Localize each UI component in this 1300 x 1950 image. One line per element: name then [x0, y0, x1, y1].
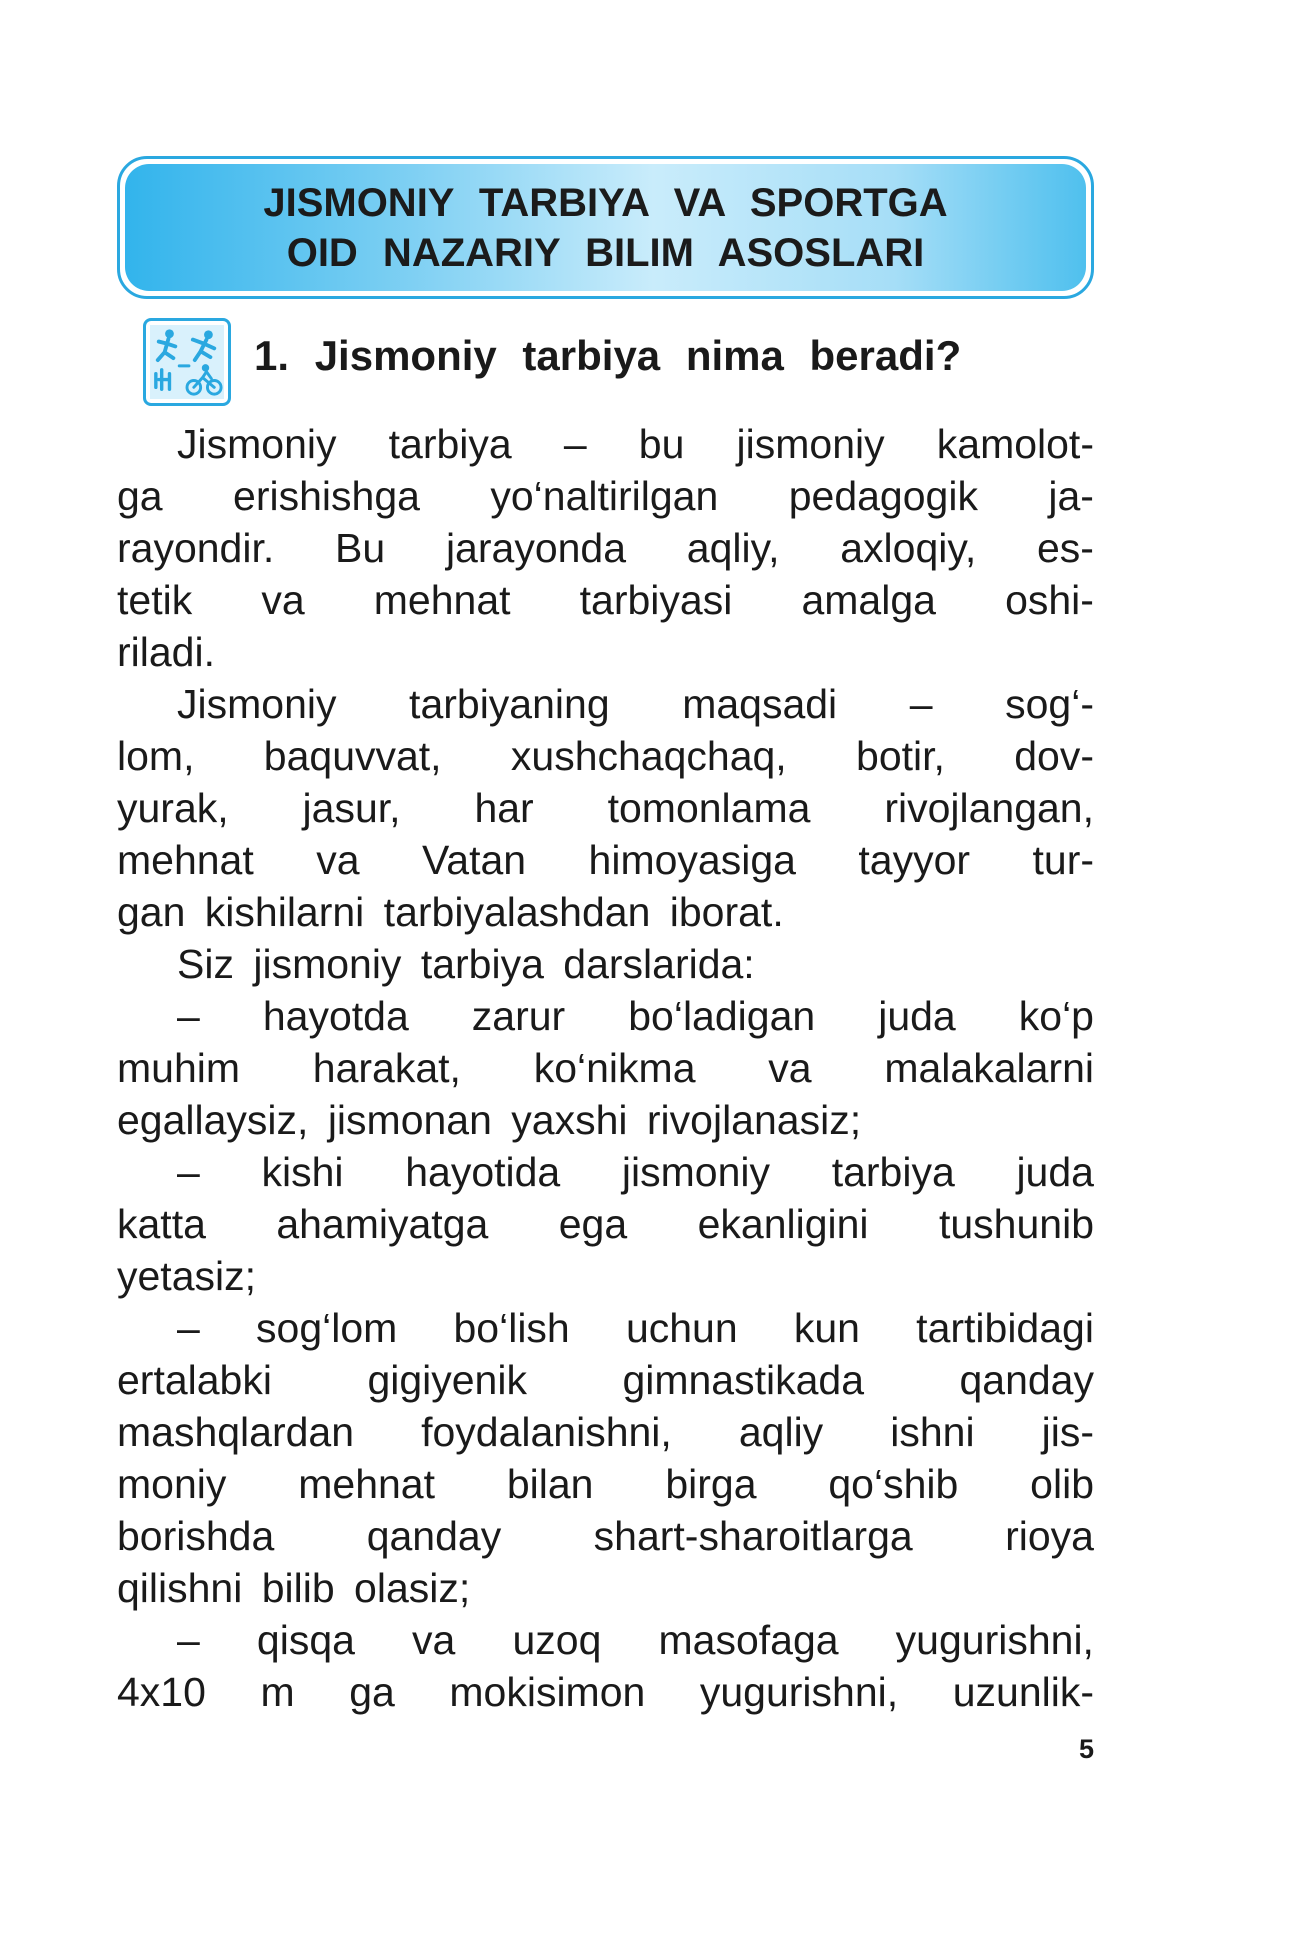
word: ertalabki	[117, 1357, 272, 1403]
word: foydalanishni,	[421, 1409, 672, 1455]
text-line	[117, 574, 1094, 626]
word: lom,	[117, 733, 195, 779]
text-line	[117, 1354, 1094, 1406]
word: qo‘shib	[828, 1461, 959, 1507]
text-line: qilishni bilib olasiz;	[117, 1565, 471, 1611]
word: yo‘naltirilgan	[490, 473, 719, 519]
word: pedagogik	[788, 473, 978, 519]
text-line: gan kishilarni tarbiyalashdan iborat.	[117, 889, 784, 935]
word: –	[563, 421, 587, 467]
word: va	[316, 837, 360, 883]
text-line	[117, 990, 1094, 1042]
word: qanday	[366, 1513, 502, 1559]
word: ekanligini	[697, 1201, 869, 1247]
word: qisqa	[256, 1617, 355, 1663]
word: tushunib	[938, 1201, 1094, 1247]
word: uzunlik-	[952, 1669, 1094, 1715]
word: ga	[349, 1669, 395, 1715]
word: mehnat	[117, 837, 254, 883]
word: jarayonda	[445, 525, 627, 571]
word: Bu	[335, 525, 386, 571]
word: bu	[638, 421, 685, 467]
text-line	[117, 834, 1094, 886]
word: m	[260, 1669, 295, 1715]
text-line	[117, 470, 1094, 522]
word: jis-	[1041, 1409, 1094, 1455]
sports-activities-icon	[143, 318, 231, 406]
word: uchun	[625, 1305, 738, 1351]
chapter-banner-fill	[125, 164, 1086, 291]
word: rioya	[1005, 1513, 1094, 1559]
chapter-title-line-1: JISMONIY TARBIYA VA SPORTGA	[263, 180, 948, 225]
text-line	[117, 1042, 1094, 1094]
chapter-title-line-2: OID NAZARIY BILIM ASOSLARI	[286, 230, 925, 275]
word: mokisimon	[449, 1669, 646, 1715]
word: maqsadi	[682, 681, 838, 727]
word: es-	[1036, 525, 1094, 571]
word: hayotida	[405, 1149, 561, 1195]
word: bo‘ladigan	[628, 993, 816, 1039]
word: –	[177, 993, 200, 1039]
word: –	[177, 1617, 200, 1663]
word: birga	[665, 1461, 757, 1507]
chapter-banner	[117, 156, 1094, 299]
word: jasur,	[302, 785, 401, 831]
text-line	[117, 782, 1094, 834]
text-line	[117, 1614, 1094, 1666]
word: Vatan	[421, 837, 527, 883]
word: shart-sharoitlarga	[593, 1513, 913, 1559]
body-text	[117, 418, 1094, 1718]
text-line	[117, 730, 1094, 782]
word: –	[177, 1305, 200, 1351]
word: oshi-	[1005, 577, 1094, 623]
text-line	[117, 418, 1094, 470]
word: yugurishni,	[895, 1617, 1094, 1663]
word: rayondir.	[117, 525, 275, 571]
text-line	[117, 1510, 1094, 1562]
word: tomonlama	[607, 785, 811, 831]
word: gimnastikada	[622, 1357, 865, 1403]
word: ga	[117, 473, 163, 519]
word: malakalarni	[884, 1045, 1094, 1091]
word: juda	[1016, 1149, 1094, 1195]
word: yurak,	[117, 785, 229, 831]
word: muhim	[117, 1045, 241, 1091]
word: mehnat	[298, 1461, 435, 1507]
word: botir,	[856, 733, 945, 779]
word: aqliy,	[686, 525, 780, 571]
text-line	[117, 1458, 1094, 1510]
word: borishda	[117, 1513, 275, 1559]
word: mashqlardan	[117, 1409, 355, 1455]
word: ko‘p	[1018, 993, 1094, 1039]
word: himoyasiga	[588, 837, 796, 883]
text-line	[117, 678, 1094, 730]
word: tarbiyaning	[409, 681, 610, 727]
word: rivojlangan,	[884, 785, 1094, 831]
word: bilan	[506, 1461, 594, 1507]
word: va	[261, 577, 305, 623]
text-line: riladi.	[117, 629, 215, 675]
word: –	[909, 681, 933, 727]
word: jismoniy	[621, 1149, 771, 1195]
word: ega	[558, 1201, 628, 1247]
word: ja-	[1048, 473, 1094, 519]
word: kishi	[261, 1149, 344, 1195]
word: baquvvat,	[263, 733, 442, 779]
word: axloqiy,	[840, 525, 977, 571]
word: ko‘nikma	[533, 1045, 696, 1091]
word: yugurishni,	[699, 1669, 899, 1715]
text-line: yetasiz;	[117, 1253, 256, 1299]
word: harakat,	[312, 1045, 461, 1091]
word: 4x10	[117, 1669, 206, 1715]
word: amalga	[801, 577, 936, 623]
word: tartibidagi	[916, 1305, 1094, 1351]
word: –	[177, 1149, 200, 1195]
word: jismoniy	[736, 421, 885, 467]
text-line	[117, 522, 1094, 574]
word: katta	[117, 1201, 206, 1247]
word: gigiyenik	[367, 1357, 527, 1403]
text-line	[117, 1302, 1094, 1354]
word: qanday	[959, 1357, 1094, 1403]
word: ahamiyatga	[276, 1201, 489, 1247]
word: tayyor	[858, 837, 971, 883]
word: aqliy	[738, 1409, 824, 1455]
word: tarbiya	[388, 421, 512, 467]
word: erishishga	[233, 473, 420, 519]
text-line	[117, 1146, 1094, 1198]
text-line	[117, 1198, 1094, 1250]
word: uzoq	[512, 1617, 602, 1663]
word: juda	[878, 993, 956, 1039]
word: bo‘lish	[453, 1305, 570, 1351]
word: Jismoniy	[177, 421, 337, 467]
word: kamolot-	[936, 421, 1094, 467]
text-line: egallaysiz, jismonan yaxshi rivojlanasiz;	[117, 1097, 862, 1143]
word: tarbiyasi	[579, 577, 733, 623]
word: zarur	[471, 993, 566, 1039]
word: va	[412, 1617, 456, 1663]
word: dov-	[1014, 733, 1094, 779]
word: kun	[793, 1305, 860, 1351]
word: sog‘lom	[256, 1305, 398, 1351]
word: tur-	[1032, 837, 1094, 883]
word: har	[474, 785, 534, 831]
section-title: 1. Jismoniy tarbiya nima beradi?	[254, 332, 962, 379]
word: va	[768, 1045, 812, 1091]
word: mehnat	[373, 577, 511, 623]
page-number: 5	[1078, 1734, 1094, 1764]
word: moniy	[117, 1461, 227, 1507]
text-line	[117, 1406, 1094, 1458]
word: xushchaqchaq,	[510, 733, 787, 779]
word: hayotda	[262, 993, 409, 1039]
word: ishni	[890, 1409, 975, 1455]
word: tetik	[117, 577, 193, 623]
word: tarbiya	[831, 1149, 955, 1195]
word: sog‘-	[1005, 681, 1094, 727]
word: Jismoniy	[177, 681, 337, 727]
text-line	[117, 1666, 1094, 1718]
word: masofaga	[658, 1617, 839, 1663]
word: olib	[1030, 1461, 1094, 1507]
text-line: Siz jismoniy tarbiya darslarida:	[177, 941, 755, 987]
